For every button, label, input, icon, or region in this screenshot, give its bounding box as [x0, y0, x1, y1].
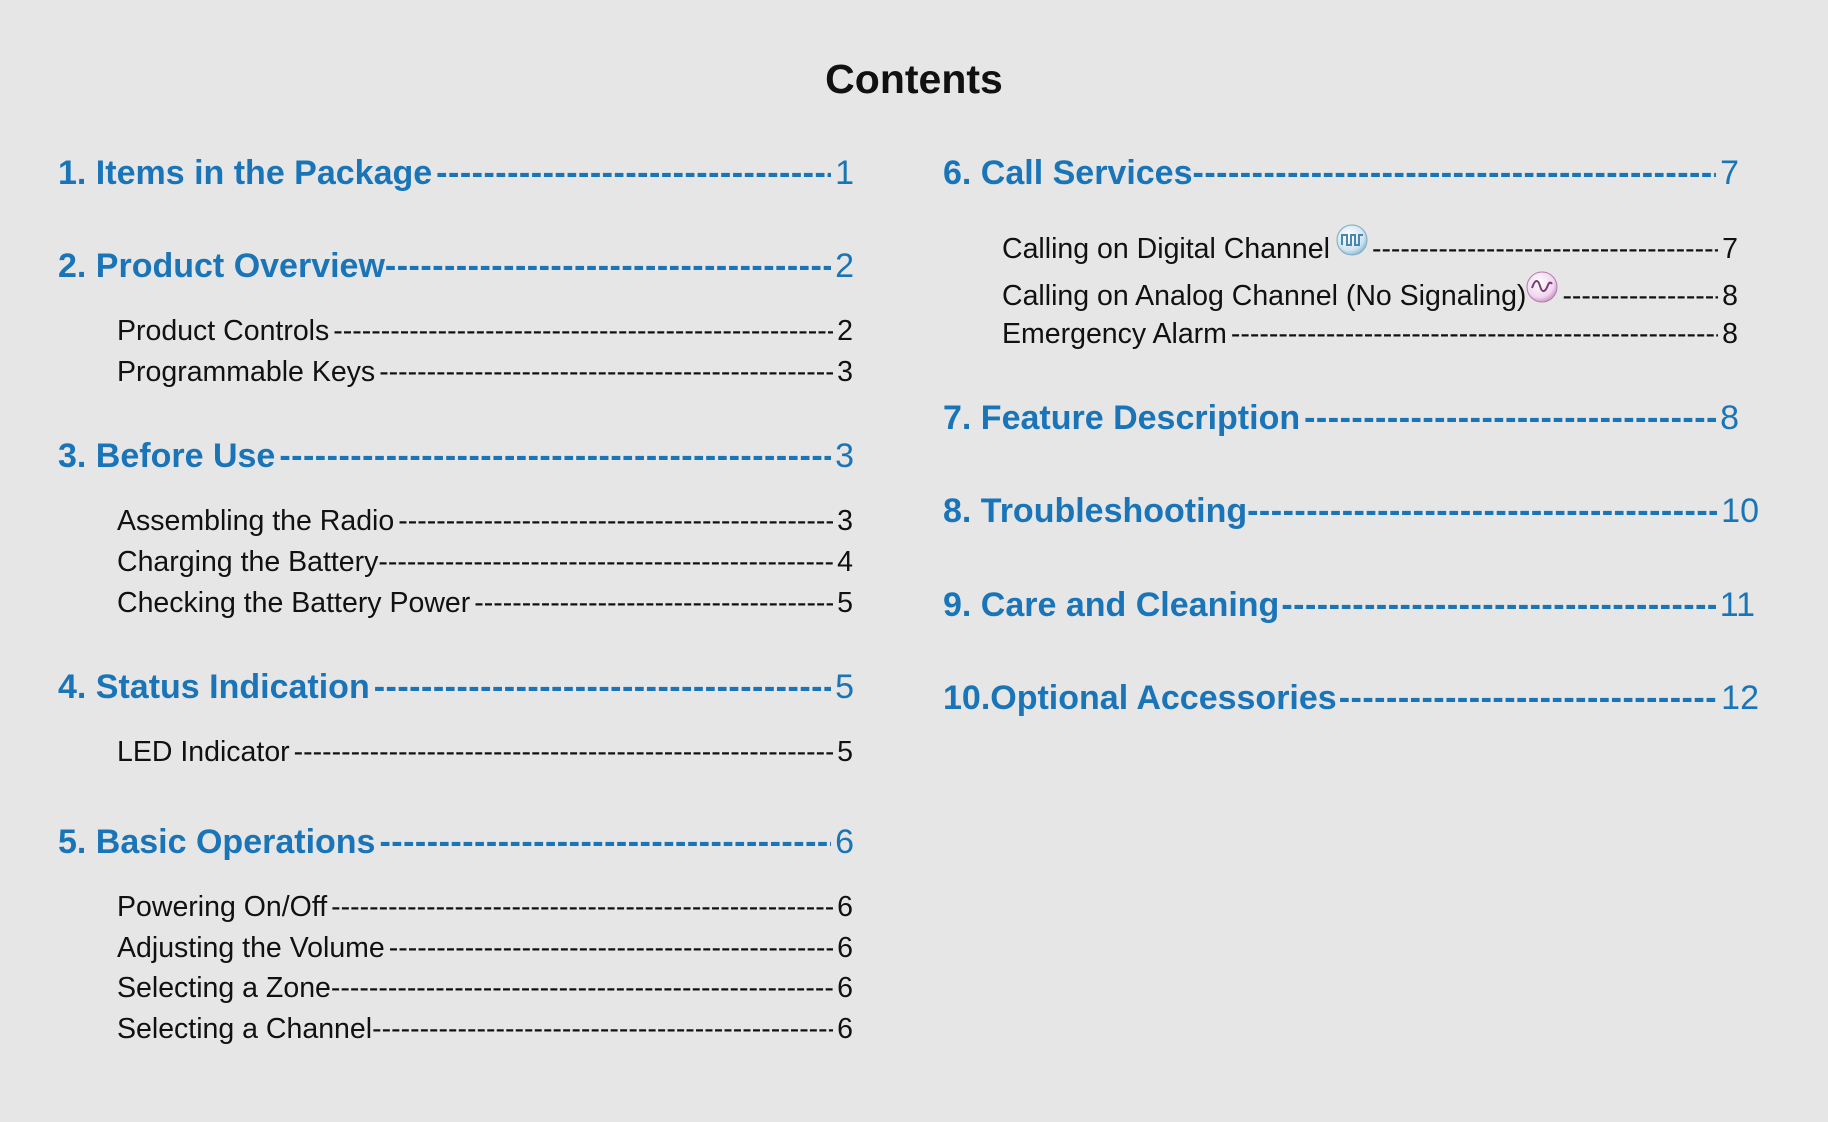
page-title: Contents: [825, 56, 1003, 102]
toc-entry-selecting-zone[interactable]: [117, 972, 853, 1005]
toc-entry-calling-analog[interactable]: [1002, 273, 1738, 313]
toc-entry-status-indication[interactable]: [58, 668, 854, 707]
toc-entry-label: Programmable Keys: [117, 356, 376, 388]
toc-entry-page: 7: [1722, 233, 1738, 265]
toc-entry-label: Selecting a Zone: [117, 972, 331, 1004]
toc-entry-product-controls[interactable]: [117, 315, 853, 348]
toc-entry-feature-description[interactable]: [943, 399, 1739, 438]
toc-entry-label: LED Indicator: [117, 736, 290, 768]
dot-leader: [1339, 679, 1717, 718]
toc-entry-label: 5. Basic Operations: [58, 823, 376, 861]
toc-entry-product-overview[interactable]: [58, 247, 854, 286]
toc-entry-care-cleaning[interactable]: [943, 586, 1755, 625]
dot-leader: [389, 932, 833, 965]
dot-leader: [294, 736, 833, 769]
dot-leader: [1193, 154, 1717, 193]
dot-leader: [1562, 280, 1718, 313]
dot-leader: [398, 505, 833, 538]
toc-entry-label: Emergency Alarm: [1002, 318, 1227, 350]
toc-entry-page: 3: [837, 356, 853, 388]
toc-entry-page: 10: [1721, 492, 1759, 530]
toc-entry-page: 8: [1722, 280, 1738, 312]
toc-entry-programmable-keys[interactable]: [117, 356, 853, 389]
dot-leader: [385, 247, 831, 286]
toc-entry-label: 8. Troubleshooting: [943, 492, 1248, 530]
toc-entry-label: Adjusting the Volume: [117, 932, 385, 964]
toc-entry-page: 5: [835, 668, 854, 706]
toc-entry-page: 11: [1719, 586, 1755, 624]
toc-entry-page: 6: [837, 972, 853, 1004]
toc-entry-troubleshooting[interactable]: [943, 492, 1759, 531]
toc-entry-page: 6: [837, 932, 853, 964]
dot-leader: [331, 891, 833, 924]
toc-entry-label: 2. Product Overview: [58, 247, 385, 285]
toc-entry-label: 3. Before Use: [58, 437, 276, 475]
toc-entry-page: 5: [837, 587, 853, 619]
toc-entry-page: 8: [1720, 399, 1739, 437]
toc-entry-page: 2: [837, 315, 853, 347]
dot-leader: [333, 315, 833, 348]
toc-entry-page: 4: [837, 546, 853, 578]
dot-leader: [436, 154, 831, 193]
toc-entry-page: 2: [835, 247, 854, 285]
toc-entry-selecting-channel[interactable]: [117, 1013, 853, 1046]
dot-leader: [379, 823, 831, 862]
digital-channel-icon: [1336, 224, 1368, 256]
toc-entry-page: 12: [1721, 679, 1759, 717]
dot-leader: [331, 972, 833, 1005]
dot-leader: [279, 437, 831, 476]
toc-entry-page: 6: [835, 823, 854, 861]
dot-leader: [1372, 233, 1718, 266]
dot-leader: [1281, 586, 1715, 625]
dot-leader: [374, 668, 831, 707]
toc-entry-label: 7. Feature Description: [943, 399, 1301, 437]
toc-entry-label: 4. Status Indication: [58, 668, 370, 706]
dot-leader: [1231, 318, 1718, 351]
toc-entry-label: Product Controls: [117, 315, 330, 347]
toc-entry-charging-battery[interactable]: [117, 546, 853, 579]
dot-leader: [378, 546, 833, 579]
toc-entry-label: Calling on Analog Channel (No Signaling): [1002, 280, 1527, 312]
toc-entry-label: 1. Items in the Package: [58, 154, 433, 192]
analog-channel-icon: [1526, 271, 1558, 303]
toc-entry-assembling-radio[interactable]: [117, 505, 853, 538]
toc-entry-label: Assembling the Radio: [117, 505, 395, 537]
toc-entry-label: Selecting a Channel: [117, 1013, 373, 1045]
toc-entry-page: 3: [835, 437, 854, 475]
toc-entry-page: 8: [1722, 318, 1738, 350]
toc-entry-optional-accessories[interactable]: [943, 679, 1759, 718]
toc-entry-emergency-alarm[interactable]: [1002, 318, 1738, 351]
dot-leader: [474, 587, 833, 620]
toc-entry-calling-digital[interactable]: [1002, 226, 1738, 266]
toc-entry-label: Checking the Battery Power: [117, 587, 471, 619]
toc-entry-page: 7: [1720, 154, 1739, 192]
toc-entry-label: 10.Optional Accessories: [943, 679, 1337, 717]
toc-entry-label: Powering On/Off: [117, 891, 328, 923]
toc-entry-checking-battery-power[interactable]: [117, 587, 853, 620]
dot-leader: [379, 356, 833, 389]
toc-entry-label: Charging the Battery: [117, 546, 379, 578]
toc-entry-led-indicator[interactable]: [117, 736, 853, 769]
toc-entry-label: 6. Call Services: [943, 154, 1193, 192]
toc-entry-label: Calling on Digital Channel: [1002, 233, 1330, 265]
toc-entry-basic-operations[interactable]: [58, 823, 854, 862]
toc-entry-page: 6: [837, 891, 853, 923]
dot-leader: [1247, 492, 1717, 531]
toc-entry-page: 3: [837, 505, 853, 537]
toc-entry-powering-on-off[interactable]: [117, 891, 853, 924]
toc-entry-page: 1: [835, 154, 854, 192]
toc-entry-page: 5: [837, 736, 853, 768]
toc-entry-adjusting-volume[interactable]: [117, 932, 853, 965]
toc-entry-page: 6: [837, 1013, 853, 1045]
toc-entry-before-use[interactable]: [58, 437, 854, 476]
toc-entry-call-services[interactable]: [943, 154, 1739, 193]
dot-leader: [372, 1013, 833, 1046]
toc-entry-items-in-package[interactable]: [58, 154, 854, 193]
dot-leader: [1304, 399, 1716, 438]
toc-entry-label: 9. Care and Cleaning: [943, 586, 1280, 624]
